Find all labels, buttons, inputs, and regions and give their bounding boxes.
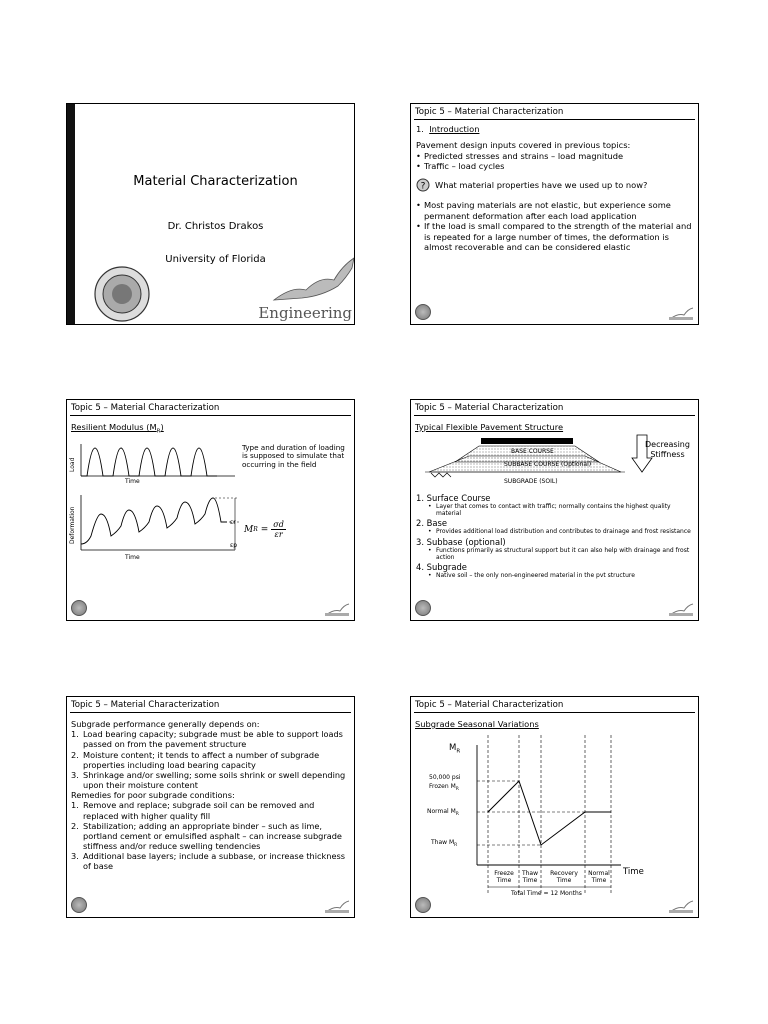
list-item: Moisture content; it tends to affect a number of subgrade properties including load bearing capacity [83,749,320,770]
university-seal-icon [71,600,87,616]
engineering-logo-icon [324,900,350,914]
list-item: Additional base layers; include a subbase, or increase thickness of base [83,851,346,872]
header-rule [414,119,695,120]
period-label: Normal Time [588,870,610,885]
period-label: Recovery Time [550,870,578,885]
load-axis-label: Load [69,457,76,472]
deformation-axis-label: Deformation [69,506,76,544]
list-item: Shrinkage and/or swelling; some soils shrink or swell depending upon their moisture content [83,769,346,791]
bullet-text: If the load is small compared to the strength of the material and is repeated for a large number of times, the deformation is almost recoverable and can be considered elastic [424,221,692,252]
slide-title-text: Material Characterization [133,174,298,189]
university-seal-icon [71,897,87,913]
university-seal-icon [415,897,431,913]
engineering-logo-icon [668,900,694,914]
engineering-logo-icon [668,307,694,321]
engineering-logo: Engineering [258,304,352,322]
slide-subgrade-performance: Topic 5 – Material Characterization Subgrade performance generally depends on: 1. Load bearing capacity; subgrade must be able to support loads passed on from the pavement structure 2. Moisture content; it tends to affect a number of subgrade properties including load bearing capacity 3. Shrinkage and/or swelling; some soils shrink or swell depending upon their moisture content Remedies for poor subgrade conditions: 1. Remove and replace; subgrade soil can be removed and replaced with higher quality fill 2. Stabilization; adding an appropriate binder – such as lime, portland cement or emulsified asphalt – can increase subgrade stiffness and/or reduce swelling tendencies 3. Additional base layers; include a subbase, or increase thickness of base [66,696,355,918]
period-label: Freeze Time [494,870,514,885]
layer-description: Native soil – the only non-engineered material in the pvt structure [436,571,635,579]
header-rule [70,712,351,713]
slide-title-text: Subgrade Seasonal Variations [415,719,539,729]
time-axis-label: Time [125,478,140,485]
thaw-mr-label: Thaw $M_R$ [431,839,458,849]
layer-description: Provides additional load distribution and contributes to drainage and frost resistance [436,528,691,536]
loading-note: Type and duration of loading is supposed to simulate that occurring in the field [242,443,345,469]
engineering-logo-icon [324,603,350,617]
section-number: 1. [416,124,424,134]
x-axis-label: Time [623,867,644,877]
slide-header: Topic 5 – Material Characterization [415,403,564,413]
left-band [67,104,75,324]
epsilon-p-label: εp [230,542,238,549]
subgrade-label: SUBGRADE (SOIL) [504,478,558,485]
layer-description: Layer that comes to contact with traffic; normally contains the highest quality material [436,503,671,518]
slide-title [66,103,355,325]
frozen-value-label: 50,000 psi [429,774,461,781]
slide-pavement-structure [410,399,699,621]
bullet-text: Most paving materials are not elastic, but experience some permanent deformation after each load application [424,200,671,221]
bullet-text: Predicted stresses and strains – load magnitude [424,150,624,161]
intro-text: Pavement design inputs covered in previous topics: [416,140,631,151]
frozen-mr-label: Frozen $M_R$ [429,783,459,793]
slide-introduction: Topic 5 – Material Characterization 1. Introduction Pavement design inputs covered in previous topics: • Predicted stresses and strains – load magnitude • Traffic – load cycles ? What material properties have we used up to now? • Most paving materials are not elastic, but experience some permanent deformation after each load application • If the load is small compared to the strength of the material and is repeated for a large number of times, the deformation is almost recoverable and can be considered elastic [410,103,699,325]
total-time-label: Total Time = 12 Months [511,890,582,897]
layer-heading: 3. Subbase (optional) [416,536,506,547]
question-icon [416,178,430,192]
slide-seasonal-variations [410,696,699,918]
list-item: Remove and replace; subgrade soil can be removed and replaced with higher quality fill [83,800,315,821]
slide-header: Topic 5 – Material Characterization [415,107,564,117]
slide-header: Topic 5 – Material Characterization [71,403,220,413]
layer-heading: 1. Surface Course [416,493,491,503]
list-item: Stabilization; adding an appropriate binder – such as lime, portland cement or emulsified asphalt – can increase subgrade stiffness and/or reduce swelling tendencies [83,820,342,852]
load-deformation-diagram [67,440,242,560]
layer-list: 1. Surface Course • Layer that comes to contact with traffic; normally contains the highest quality material 2. Base • Provides additional load distribution and contributes to drainage and frost resistance 3. Subbase (optional) • Functions primarily as structural support but it can also help with drainage and frost action 4. Subgrade • Native soil – the only non-engineered material in the pvt structure [416,493,691,579]
base-course-label: BASE COURSE [511,448,554,455]
university-seal-icon [415,600,431,616]
intro-text: Subgrade performance generally depends on: [71,719,260,729]
layer-heading: 4. Subgrade [416,561,467,572]
slide-title-text: Resilient Modulus $(M_R)$ [71,422,164,435]
question-text: What material properties have we used up to now? [435,180,648,191]
engineering-logo-icon [668,603,694,617]
epsilon-r-label: εr [230,519,236,526]
author-name: Dr. Christos Drakos [167,221,264,232]
header-rule [414,415,695,416]
subbase-course-label: SUBBASE COURSE (Optional) [504,461,592,468]
slide-resilient-modulus [66,399,355,621]
bullet-text: Traffic – load cycles [424,161,505,172]
time-axis-label: Time [125,554,140,561]
normal-mr-label: Normal $M_R$ [427,808,459,818]
y-axis-label: $M_R$ [449,743,461,755]
period-label: Thaw Time [521,870,539,885]
list-item: Load bearing capacity; subgrade must be able to support loads passed on from the pavement structure [83,729,343,750]
stiffness-label: Decreasing Stiffness [645,440,690,460]
resilient-modulus-formula: M R = $\frac{\sigma d}{\varepsilon r}$ [244,520,284,539]
slide-header: Topic 5 – Material Characterization [71,700,220,710]
affiliation: University of Florida [165,254,266,265]
section-title: Introduction [429,124,480,134]
university-seal-icon [85,264,159,324]
slide-title-text: Typical Flexible Pavement Structure [415,422,564,432]
layer-description: Functions primarily as structural support but it can also help with drainage and frost action [436,546,690,561]
university-seal-icon [415,304,431,320]
slide-header: Topic 5 – Material Characterization [415,700,564,710]
remedies-text: Remedies for poor subgrade conditions: [71,790,235,801]
svg-text:?: ? [420,181,426,192]
header-rule [70,415,351,416]
gator-logo-icon [272,256,355,304]
layer-heading: 2. Base [416,518,448,529]
